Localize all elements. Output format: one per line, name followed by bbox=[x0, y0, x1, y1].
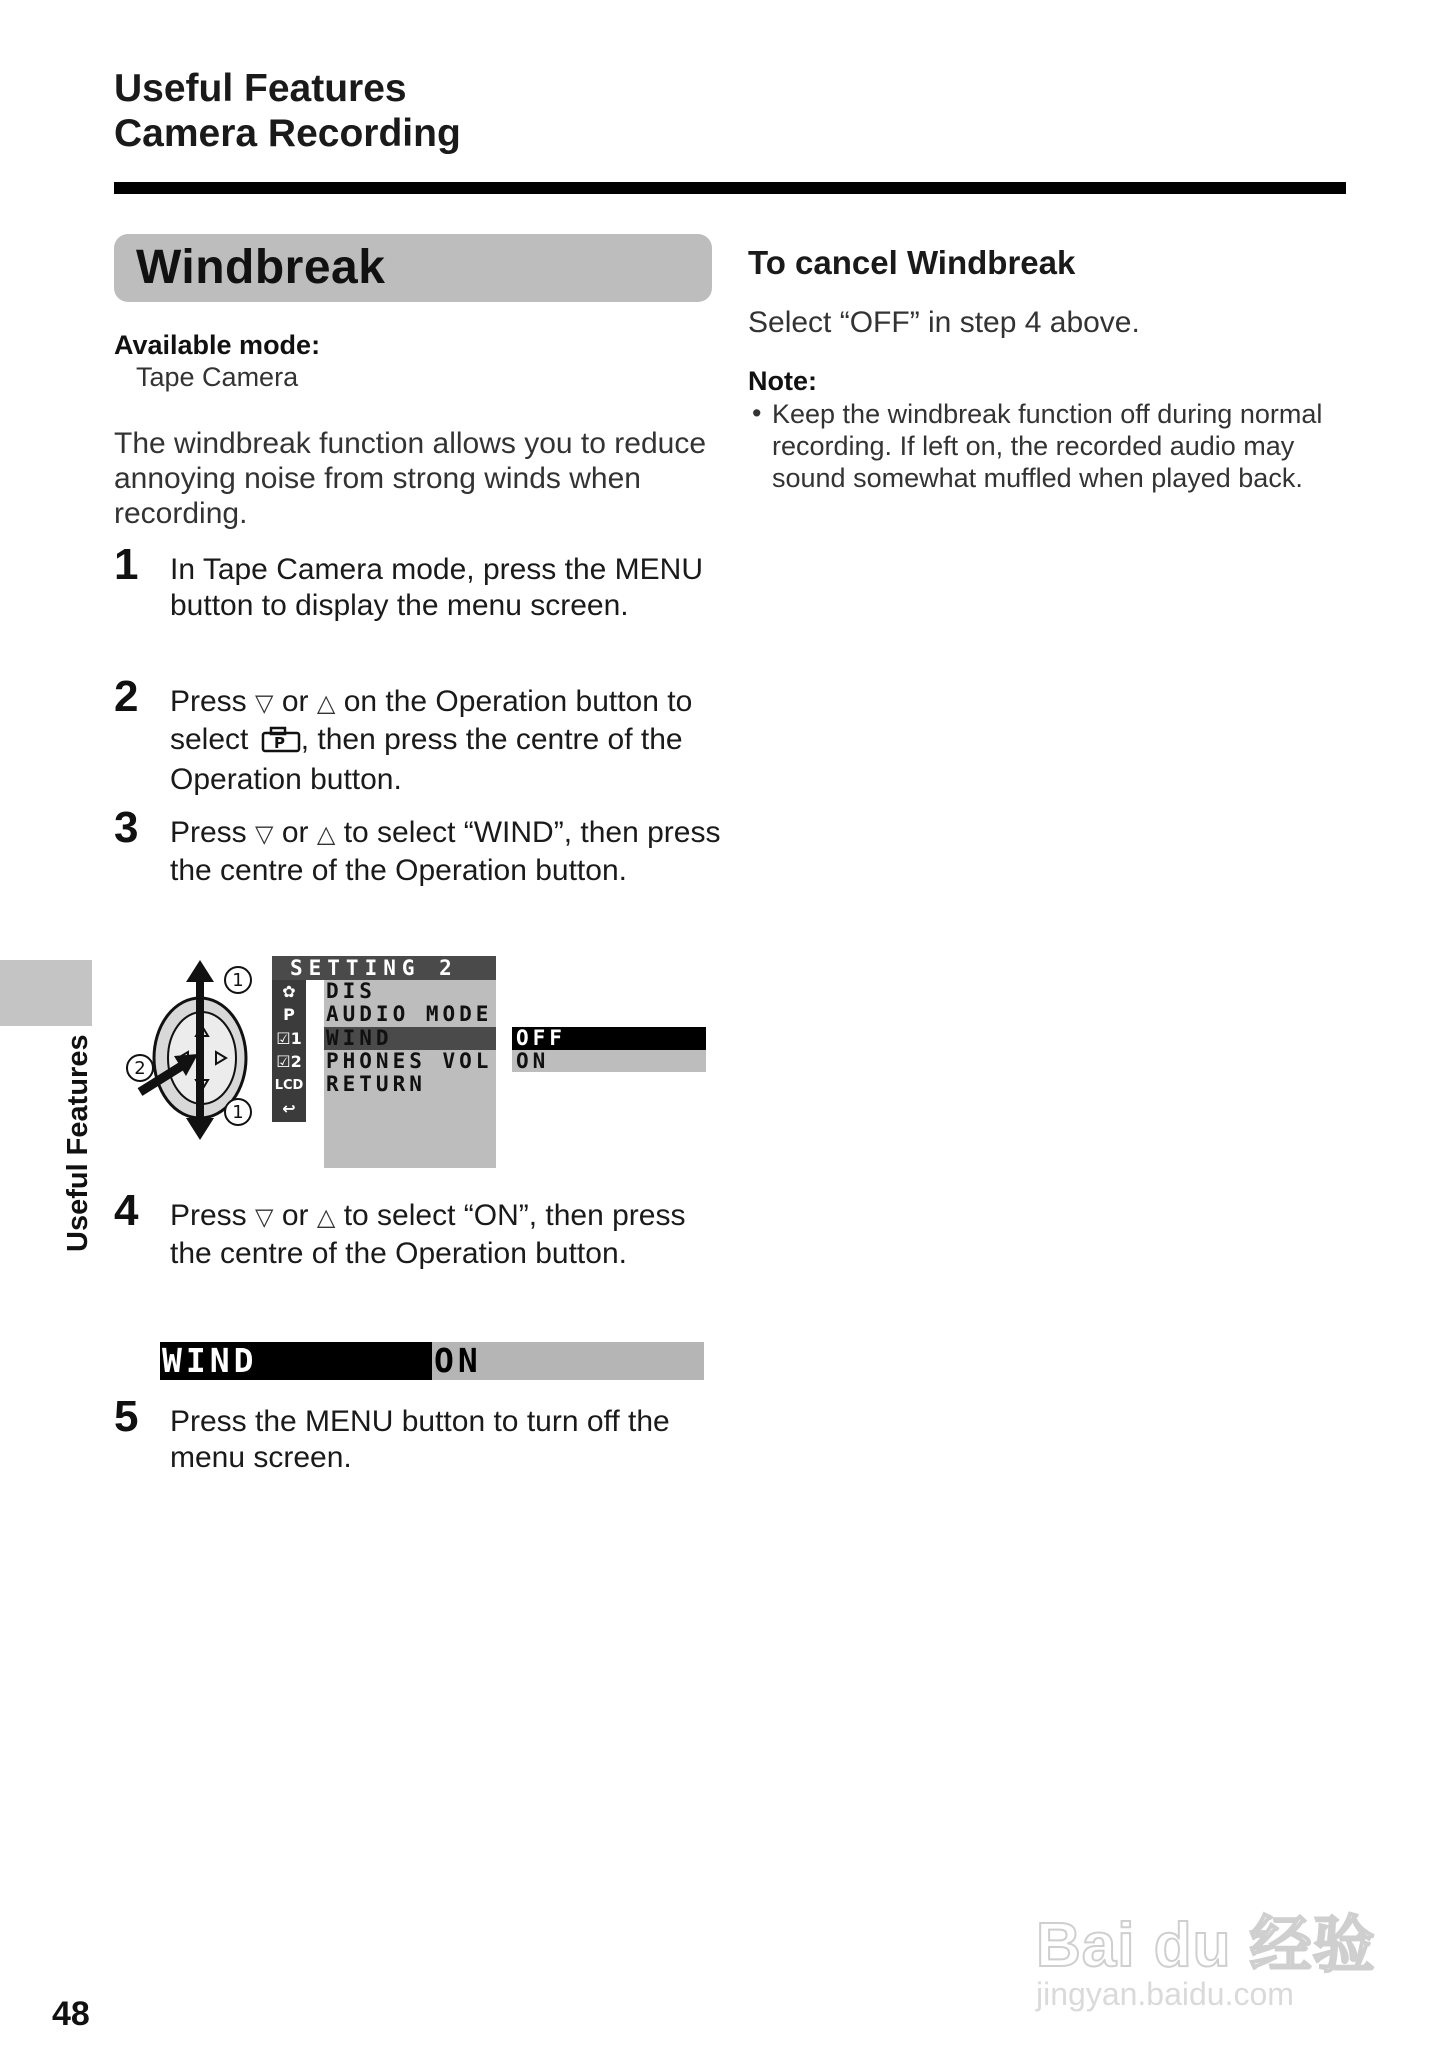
menu-item-wind[interactable]: WIND bbox=[326, 1026, 393, 1050]
section-title: Windbreak bbox=[136, 241, 386, 294]
available-mode-label: Available mode: bbox=[114, 330, 321, 360]
note-label: Note: bbox=[748, 366, 817, 396]
callout-1-top bbox=[222, 964, 254, 1001]
page-number: 48 bbox=[52, 1995, 90, 2033]
step-word-press: Press bbox=[170, 1199, 247, 1232]
menu-item-return[interactable]: RETURN bbox=[326, 1072, 426, 1096]
note-bullet: • bbox=[752, 398, 762, 428]
step-word-press: Press bbox=[170, 816, 247, 849]
cancel-heading: To cancel Windbreak bbox=[748, 244, 1076, 281]
intro-paragraph: The windbreak function allows you to reduce annoying noise from strong winds when recording. bbox=[114, 427, 707, 530]
checkbox-2-icon: ☑2 bbox=[276, 1052, 302, 1071]
down-arrow-icon: ▽ bbox=[255, 690, 274, 717]
step-number: 5 bbox=[114, 1392, 139, 1441]
menu-item-phones-vol[interactable]: PHONES VOL bbox=[326, 1049, 493, 1073]
svg-text:1: 1 bbox=[232, 1102, 244, 1123]
step-number: 4 bbox=[114, 1186, 139, 1235]
callout-2 bbox=[124, 1052, 156, 1089]
menu-settings-icon bbox=[261, 725, 301, 762]
callout-1-bottom bbox=[222, 1096, 254, 1133]
step-word-press: Press bbox=[170, 685, 247, 718]
up-arrow-icon: △ bbox=[316, 1204, 336, 1231]
svg-text:P: P bbox=[273, 734, 285, 752]
step-number: 1 bbox=[114, 540, 139, 589]
step-word-or: or bbox=[281, 816, 309, 849]
step-text bbox=[170, 1198, 730, 1272]
wind-label: WIND bbox=[162, 1341, 258, 1380]
step-number: 2 bbox=[114, 672, 139, 721]
step-text bbox=[170, 684, 730, 798]
wind-status-bar bbox=[160, 1342, 704, 1380]
watermark-logo: Bai du 经验 bbox=[1036, 1911, 1376, 1980]
camera-icon: ✿ bbox=[282, 982, 296, 1001]
step-number: 3 bbox=[114, 803, 139, 852]
up-arrow-icon: △ bbox=[316, 821, 336, 848]
svg-text:2: 2 bbox=[134, 1058, 146, 1079]
menu-title: SETTING 2 bbox=[272, 956, 496, 980]
step-text: Press the MENU button to turn off the menu screen. bbox=[170, 1405, 670, 1474]
step-text-part: to select “ON”, then press the centre of the Operation button. bbox=[170, 1199, 686, 1270]
menu-icon-column bbox=[272, 980, 306, 1122]
step-text-part: on the Operation button to select bbox=[170, 685, 693, 756]
down-arrow-icon: ▽ bbox=[255, 1204, 274, 1231]
return-icon: ↩ bbox=[282, 1099, 296, 1118]
section-title-box bbox=[114, 234, 712, 302]
step-text-part: to select “WIND”, then press the centre of the Operation button. bbox=[170, 816, 721, 887]
menu-item-dis[interactable]: DIS bbox=[326, 979, 376, 1003]
svg-text:1: 1 bbox=[232, 970, 244, 991]
header-section: Useful Features bbox=[114, 67, 407, 110]
step-text-part: , then press the centre of the Operation button. bbox=[170, 723, 683, 796]
note-text: Keep the windbreak function off during normal recording. If left on, the recorded audio may sound somewhat muffled when played back. bbox=[772, 399, 1323, 493]
step-text bbox=[170, 815, 730, 889]
step-text: In Tape Camera mode, press the MENU button to display the menu screen. bbox=[170, 553, 704, 622]
option-on[interactable]: ON bbox=[512, 1050, 706, 1072]
side-tab-marker bbox=[0, 960, 92, 1026]
lcd-icon: LCD bbox=[274, 1078, 304, 1093]
header-rule bbox=[114, 182, 1346, 194]
page-header bbox=[114, 66, 461, 156]
menu-icon-highlight bbox=[306, 980, 324, 1003]
side-tab-label: Useful Features bbox=[62, 1034, 94, 1252]
available-mode-value: Tape Camera bbox=[136, 362, 299, 392]
step-word-or: or bbox=[281, 1199, 309, 1232]
option-off[interactable]: OFF bbox=[512, 1027, 706, 1050]
watermark-url: jingyan.baidu.com bbox=[1036, 1976, 1294, 2012]
step-word-or: or bbox=[281, 685, 309, 718]
header-subsection: Camera Recording bbox=[114, 112, 461, 155]
menu-item-audio-mode[interactable]: AUDIO MODE bbox=[326, 1002, 493, 1026]
wind-value: ON bbox=[434, 1341, 482, 1380]
checkbox-1-icon: ☑1 bbox=[276, 1029, 302, 1048]
up-arrow-icon: △ bbox=[316, 690, 336, 717]
settings-p-icon: P bbox=[283, 1005, 295, 1024]
down-arrow-icon: ▽ bbox=[255, 821, 274, 848]
cancel-text: Select “OFF” in step 4 above. bbox=[748, 306, 1140, 339]
